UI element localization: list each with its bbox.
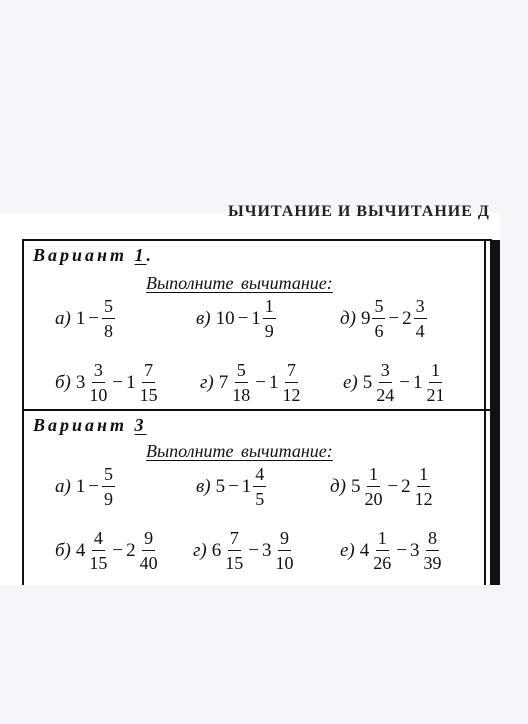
whole-number: 1 [75,307,86,329]
variant-1-instruction: Выполните вычитание: [146,273,333,293]
minus-sign: − [237,307,249,329]
denominator: 9 [264,321,274,341]
variant-1-title-prefix: Вариант [33,245,135,265]
variant-1-title [33,245,154,266]
denominator: 10 [275,553,294,573]
denominator: 4 [415,321,425,341]
exercise-label: б) [55,539,71,561]
exercise-label: г) [200,371,214,393]
fraction [372,297,385,340]
numerator: 3 [414,297,427,319]
whole-number: 2 [402,307,412,329]
whole-number: 3 [261,539,272,561]
table-top-border [22,239,492,241]
numerator: 1 [367,465,380,487]
whole-number: 4 [75,539,86,561]
exercise [55,361,161,404]
exercise [55,529,161,572]
table-row-divider [22,409,492,411]
numerator: 4 [92,529,105,551]
fraction [424,361,446,404]
numerator: 1 [263,297,276,319]
denominator: 26 [373,553,392,573]
minus-sign: − [112,539,124,561]
numerator: 1 [376,529,389,551]
whole-number: 1 [241,475,252,497]
whole-number: 5 [362,371,373,393]
numerator: 5 [102,465,115,487]
whole-number: 2 [126,539,136,561]
whole-number: 3 [409,539,420,561]
numerator: 7 [228,529,241,551]
table-left-border [22,239,24,585]
numerator: 7 [285,361,298,383]
fraction [280,361,302,404]
denominator: 15 [89,553,108,573]
numerator: 3 [379,361,392,383]
whole-number: 1 [268,371,279,393]
exercise-label: в) [196,475,211,497]
minus-sign: − [399,371,410,393]
fraction [102,465,115,508]
numerator: 4 [253,465,266,487]
denominator: 39 [423,553,442,573]
fraction [253,465,266,508]
exercise-label: а) [55,475,71,497]
whole-number: 1 [126,371,136,393]
fraction [138,529,160,572]
minus-sign: − [396,539,407,561]
fraction [413,465,435,508]
whole-number: 10 [215,307,235,329]
variant-3-title-prefix: Вариант [33,415,135,435]
numerator: 1 [417,465,430,487]
minus-sign: − [88,475,100,497]
exercise [55,297,116,340]
denominator: 40 [139,553,158,573]
exercise [330,465,436,508]
numerator: 9 [278,529,291,551]
fraction [87,361,109,404]
variant-1-title-suffix: . [146,245,155,265]
denominator: 15 [225,553,244,573]
numerator: 5 [235,361,248,383]
numerator: 3 [92,361,105,383]
denominator: 12 [282,385,301,405]
minus-sign: − [88,307,100,329]
fraction [87,529,109,572]
denominator: 18 [232,385,251,405]
exercise [196,465,267,508]
whole-number: 4 [359,539,370,561]
denominator: 9 [104,489,114,509]
cut-off-heading: ЫЧИТАНИЕ И ВЫЧИТАНИЕ Д [228,203,490,220]
minus-sign: − [255,371,266,393]
exercise [196,297,277,340]
whole-number: 5 [215,475,226,497]
exercise-label: г) [193,539,207,561]
denominator: 10 [89,385,108,405]
exercise [55,465,116,508]
exercise-label: б) [55,371,71,393]
exercise [200,361,303,404]
minus-sign: − [112,371,124,393]
exercise [193,529,296,572]
denominator: 21 [426,385,445,405]
exercise-label: д) [330,475,346,497]
denominator: 12 [414,489,433,509]
whole-number: 6 [211,539,222,561]
page-edge-shadow [490,240,500,585]
fraction [138,361,160,404]
fraction [273,529,295,572]
fraction [230,361,252,404]
denominator: 8 [104,321,114,341]
variant-1-number: 1 [134,245,147,265]
exercise-label: е) [340,539,355,561]
worksheet-photo [0,203,500,585]
fraction [362,465,384,508]
numerator: 9 [142,529,155,551]
denominator: 15 [139,385,158,405]
exercise-label: а) [55,307,71,329]
numerator: 5 [102,297,115,319]
numerator: 5 [372,297,385,319]
numerator: 1 [429,361,442,383]
fraction [223,529,245,572]
minus-sign: − [228,475,239,497]
fraction [263,297,276,340]
minus-sign: − [388,307,400,329]
exercise-label: в) [196,307,211,329]
exercise [340,529,444,572]
exercise [343,361,447,404]
whole-number: 1 [75,475,86,497]
denominator: 24 [376,385,395,405]
whole-number: 3 [75,371,86,393]
top-blank-area [0,0,500,213]
minus-sign: − [248,539,259,561]
exercise [340,297,428,340]
numerator: 8 [426,529,439,551]
exercise-label: е) [343,371,358,393]
whole-number: 1 [412,371,423,393]
fraction [414,297,427,340]
variant-3-title [33,415,147,436]
numerator: 7 [142,361,155,383]
whole-number: 9 [360,307,371,329]
table-right-border [484,239,486,585]
minus-sign: − [387,475,399,497]
bottom-blank-area [0,585,500,724]
fraction [374,361,396,404]
whole-number: 2 [401,475,411,497]
fraction [102,297,115,340]
exercise-label: д) [340,307,356,329]
fraction [371,529,393,572]
variant-3-number: 3 [134,415,147,435]
denominator: 20 [364,489,383,509]
denominator: 5 [255,489,265,509]
whole-number: 7 [218,371,229,393]
whole-number: 1 [251,307,261,329]
whole-number: 5 [350,475,361,497]
denominator: 6 [374,321,384,341]
variant-3-instruction: Выполните вычитание: [146,441,333,461]
fraction [421,529,443,572]
